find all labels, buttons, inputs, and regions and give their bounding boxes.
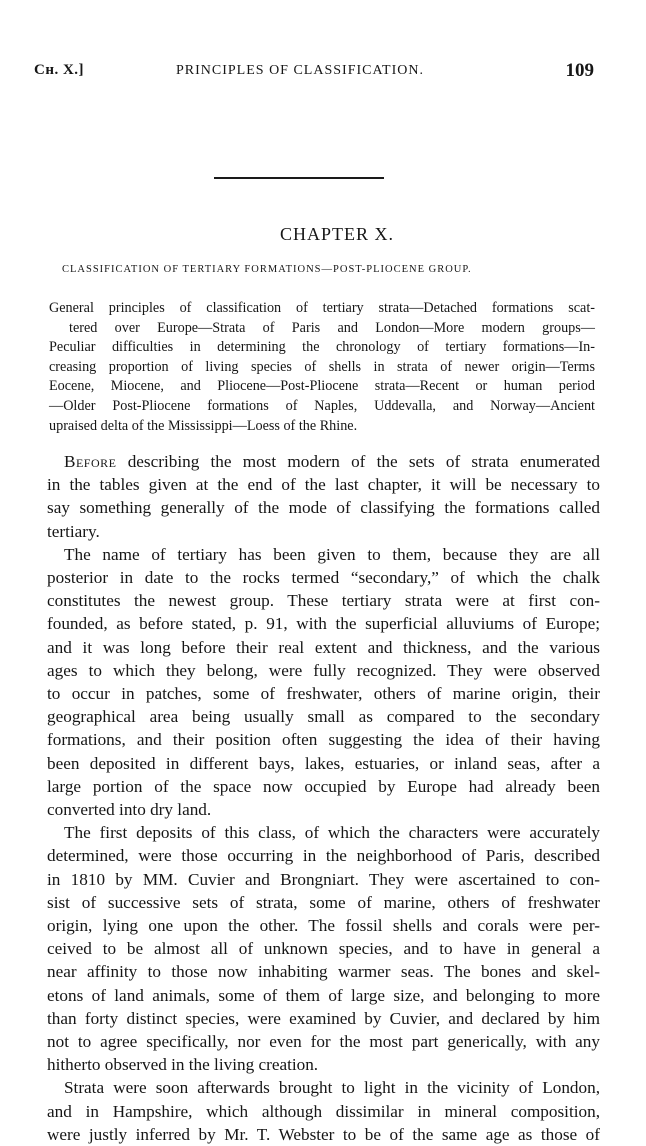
body-line: converted into dry land.	[47, 800, 212, 820]
body-line-rest: describing the most modern of the sets of strata enumerated	[116, 452, 600, 471]
body-line: in 1810 by MM. Cuvier and Brongniart. They were ascertained to con-	[47, 869, 600, 889]
summary-line: —Older Post-Pliocene formations of Naples, Uddevalla, and Norway—Ancient	[49, 397, 595, 414]
body-line: determined, were those occurring in the neighborhood of Paris, described	[47, 846, 600, 866]
running-head-chapter: Cʜ. X.]	[34, 62, 85, 78]
body-line: constitutes the newest group. These tertiary strata were at first con-	[47, 591, 600, 611]
summary-line: Eocene, Miocene, and Pliocene—Post-Pliocene strata—Recent or human period	[49, 378, 595, 395]
running-head-title: PRINCIPLES OF CLASSIFICATION.	[176, 63, 424, 78]
summary-line: Peculiar difficulties in determining the chronology of tertiary formations—In-	[49, 339, 595, 356]
page-number: 109	[565, 60, 594, 81]
summary-line: creasing proportion of living species of shells in strata of newer origin—Terms	[49, 358, 595, 375]
summary-line: General principles of classification of tertiary strata—Detached formations scat-	[49, 300, 595, 316]
body-line: ages to which they belong, were fully recognized. They were observed	[47, 660, 600, 680]
body-line: been deposited in different bays, lakes, estuaries, or inland seas, after a	[47, 753, 600, 773]
body-line: say something generally of the mode of classifying the formations called	[47, 498, 600, 518]
body-line: geographical area being usually small as compared to the secondary	[47, 707, 600, 727]
body-line: The name of tertiary has been given to them, because they are all	[64, 544, 600, 564]
section-rule	[214, 177, 384, 179]
body-line: The first deposits of this class, of which the characters were accurately	[64, 823, 600, 843]
body-line: than forty distinct species, were examined by Cuvier, and declared by him	[47, 1008, 600, 1028]
body-line: large portion of the space now occupied by Europe had already been	[47, 776, 600, 796]
body-line: origin, lying one upon the other. The fossil shells and corals were per-	[47, 916, 600, 936]
chapter-subtitle: CLASSIFICATION OF TERTIARY FORMATIONS—POST-PLIOCENE GROUP.	[62, 264, 472, 275]
summary-line: upraised delta of the Mississippi—Loess of the Rhine.	[49, 417, 358, 434]
body-line: hitherto observed in the living creation.	[47, 1055, 319, 1075]
body-line: in the tables given at the end of the last chapter, it will be necessary to	[47, 475, 600, 495]
summary-line: tered over Europe—Strata of Paris and London—More modern groups—	[69, 319, 595, 336]
body-line: ceived to be almost all of unknown species, and to have in general a	[47, 939, 600, 959]
drop-word: Before	[64, 452, 117, 471]
body-line	[47, 450, 600, 473]
body-line: Strata were soon afterwards brought to light in the vicinity of London,	[64, 1078, 600, 1098]
body-line: sist of successive sets of strata, some of marine, others of freshwater	[47, 892, 600, 912]
body-line: were justly inferred by Mr. T. Webster to be of the same age as those of	[47, 1124, 600, 1144]
body-text	[47, 450, 600, 1146]
body-line: founded, as before stated, p. 91, with the superficial alluviums of Europe;	[47, 614, 600, 634]
chapter-summary	[49, 299, 595, 436]
body-line: tertiary.	[47, 521, 100, 541]
body-line: formations, and their position often suggesting the idea of their having	[47, 730, 600, 750]
body-line: posterior in date to the rocks termed “secondary,” of which the chalk	[47, 568, 600, 588]
chapter-title: CHAPTER X.	[279, 224, 394, 244]
body-line: and in Hampshire, which although dissimilar in mineral composition,	[47, 1101, 600, 1121]
body-line: not to agree specifically, nor even for the most part generically, with any	[47, 1032, 600, 1052]
body-line: etons of land animals, some of them of large size, and belonging to more	[47, 985, 600, 1005]
body-line: to occur in patches, some of freshwater, others of marine origin, their	[47, 684, 600, 704]
body-line: near affinity to those now inhabiting warmer seas. The bones and skel-	[47, 962, 600, 982]
running-head	[34, 60, 594, 82]
body-line: and it was long before their real extent and thickness, and the various	[47, 637, 600, 657]
